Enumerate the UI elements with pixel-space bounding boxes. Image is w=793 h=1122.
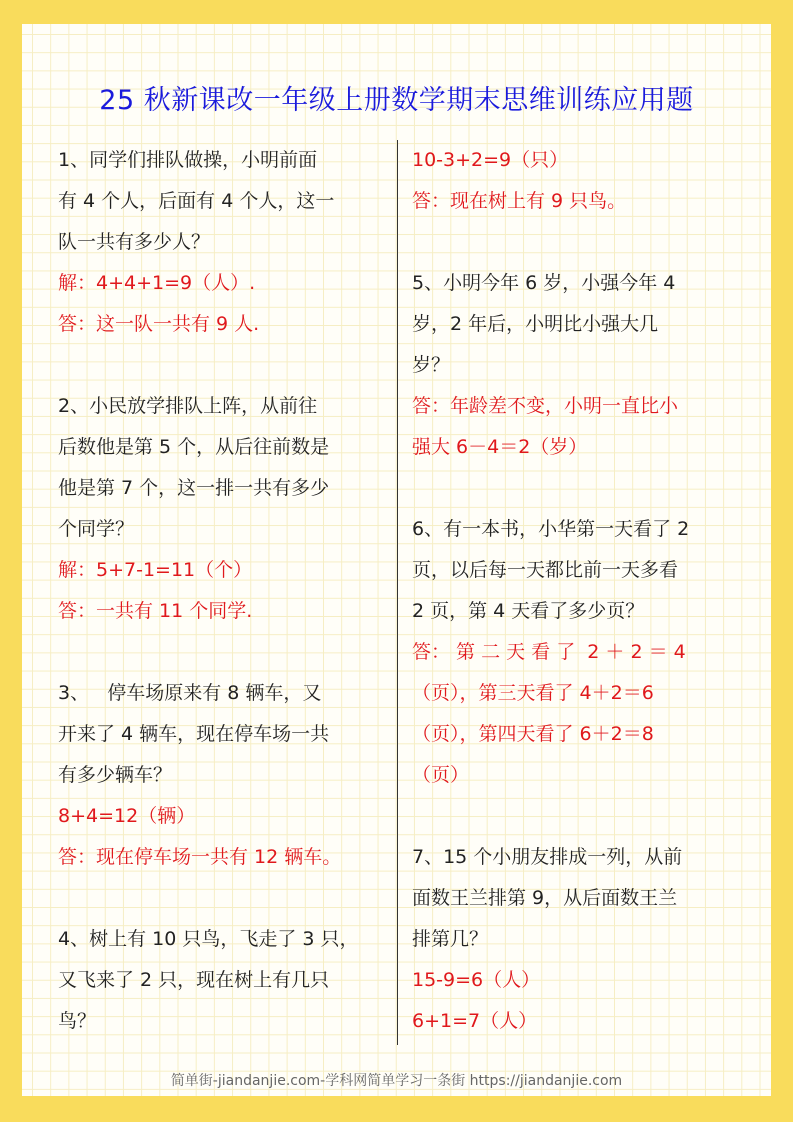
- footer-watermark: 简单街-jiandanjie.com-学科网简单学习一条街 https://jiandanjie.com: [170, 1073, 623, 1089]
- answer-line: 答：现在树上有 9 只鸟。: [412, 190, 627, 212]
- answer-line: 答：现在停车场一共有 12 辆车。: [58, 846, 342, 868]
- question-line: 1、同学们排队做操，小明前面: [58, 149, 318, 171]
- question-line: 2 页，第 4 天看了多少页？: [412, 600, 645, 622]
- answer-line: 答： 第 二 天 看 了 2 ＋ 2 ＝ 4: [412, 641, 686, 663]
- page-title: 25 秋新课改一年级上册数学期末思维训练应用题: [99, 85, 694, 116]
- answer-line: 8+4=12（辆）: [58, 805, 196, 827]
- answer-line: （页）: [412, 764, 470, 786]
- blank-line: [412, 796, 742, 837]
- question-line: 开来了 4 辆车，现在停车场一共: [58, 723, 330, 745]
- question-line: 2、小民放学排队上阵，从前往: [58, 395, 318, 417]
- question-line: 6、有一本书，小华第一天看了 2: [412, 518, 690, 540]
- blank-line: [58, 345, 388, 386]
- question-line: 岁？: [412, 354, 451, 376]
- answer-line: 15-9=6（人）: [412, 969, 541, 991]
- question-line: 排第几？: [412, 928, 489, 950]
- blank-line: [412, 222, 742, 263]
- question-line: 鸟？: [58, 1010, 97, 1032]
- answer-line: 强大 6－4＝2（岁）: [412, 436, 588, 458]
- answer-line: （页），第四天看了 6＋2＝8: [412, 723, 654, 745]
- question-line: 又飞来了 2 只，现在树上有几只: [58, 969, 330, 991]
- question-line: 5、小明今年 6 岁，小强今年 4: [412, 272, 676, 294]
- question-line: 个同学？: [58, 518, 135, 540]
- question-line: 7、15 个小朋友排成一列，从前: [412, 846, 683, 868]
- blank-line: [58, 632, 388, 673]
- answer-line: 10-3+2=9（只）: [412, 149, 569, 171]
- right-column: [412, 140, 742, 1042]
- answer-line: 答：年龄差不变，小明一直比小: [412, 395, 679, 417]
- question-line: 面数王兰排第 9，从后面数王兰: [412, 887, 678, 909]
- column-divider: [397, 140, 398, 1045]
- answer-line: 解：5+7-1=11（个）: [58, 559, 253, 581]
- answer-line: 答：一共有 11 个同学.: [58, 600, 253, 622]
- question-line: 有 4 个人，后面有 4 个人，这一: [58, 190, 335, 212]
- question-line: 3、 停车场原来有 8 辆车，又: [58, 682, 322, 704]
- question-line: 岁，2 年后，小明比小强大几: [412, 313, 659, 335]
- blank-line: [412, 468, 742, 509]
- question-line: 后数他是第 5 个，从后往前数是: [58, 436, 330, 458]
- left-column: [58, 140, 388, 1042]
- question-line: 页，以后每一天都比前一天多看: [412, 559, 679, 581]
- answer-line: （页），第三天看了 4＋2＝6: [412, 682, 654, 704]
- answer-line: 解：4+4+1=9（人）.: [58, 272, 256, 294]
- question-line: 他是第 7 个，这一排一共有多少: [58, 477, 330, 499]
- question-line: 队一共有多少人？: [58, 231, 211, 253]
- question-line: 有多少辆车？: [58, 764, 173, 786]
- answer-line: 6+1=7（人）: [412, 1010, 538, 1032]
- question-line: 4、树上有 10 只鸟，飞走了 3 只，: [58, 928, 359, 950]
- answer-line: 答：这一队一共有 9 人.: [58, 313, 260, 335]
- blank-line: [58, 878, 388, 919]
